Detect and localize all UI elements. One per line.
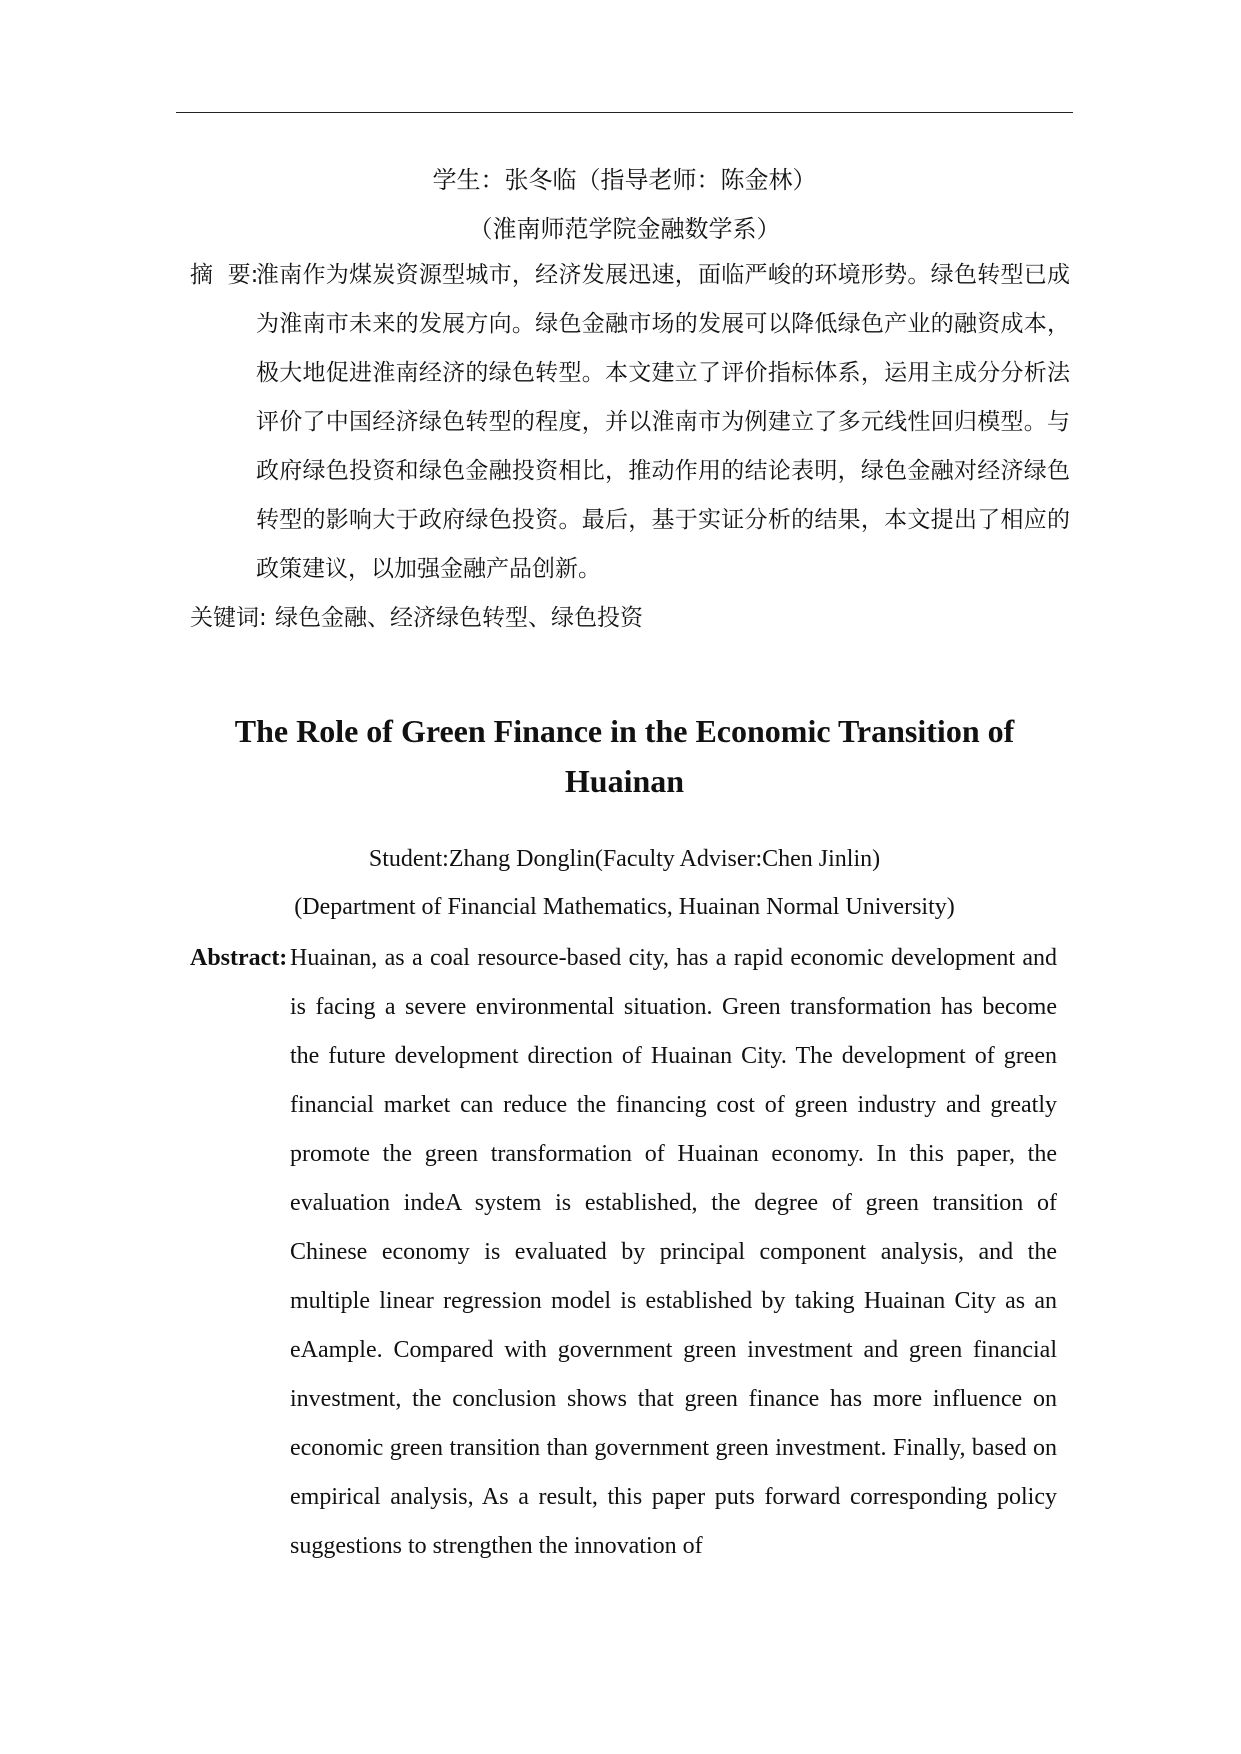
english-title: The Role of Green Finance in the Economic Transition of Huainan [234, 713, 1015, 799]
en-abstract-label: Abstract: [190, 945, 288, 971]
en-abstract-block [190, 934, 1057, 1571]
cn-keywords-label: 关键词: [190, 605, 267, 631]
header-rule [176, 112, 1073, 113]
cn-student-line: 学生：张冬临（指导老师：陈金林） [432, 166, 817, 194]
en-department-line: (Department of Financial Mathematics, Huainan Normal University) [294, 894, 955, 920]
en-student-line: Student:Zhang Donglin(Faculty Adviser:Chen Jinlin) [368, 846, 881, 872]
en-abstract-text: Huainan, as a coal resource-based city, has a rapid economic development and is facing a severe environmental situation. Green transformation has become the future development direction of Huainan City. The development of green financial market can reduce the financing cost of green industry and greatly promote the green transformation of Huainan economy. In this paper, the evaluation indeA system is established, the degree of green transition of Chinese economy is evaluated by principal component analysis, and the multiple linear regression model is established by taking Huainan City as an eAample. Compared with government green investment and green financial investment, the conclusion shows that green finance has more influence on economic green transition than government green investment. Finally, based on empirical analysis, As a result, this paper puts forward corresponding policy suggestions to strengthen the innovation of [290, 945, 1057, 1559]
cn-keywords-text: 绿色金融、经济绿色转型、绿色投资 [275, 605, 643, 631]
cn-department-line: （淮南师范学院金融数学系） [468, 215, 781, 243]
cn-abstract-block [190, 251, 1070, 643]
cn-abstract-label: 摘 要: [190, 262, 259, 288]
cn-abstract-text: 淮南作为煤炭资源型城市，经济发展迅速，面临严峻的环境形势。绿色转型已成为淮南市未来的发展方向。绿色金融市场的发展可以降低绿色产业的融资成本，极大地促进淮南经济的绿色转型。本文建立了评价指标体系，运用主成分分析法评价了中国经济绿色转型的程度，并以淮南市为例建立了多元线性回归模型。与政府绿色投资和绿色金融投资相比，推动作用的结论表明，绿色金融对经济绿色转型的影响大于政府绿色投资。最后，基于实证分析的结果，本文提出了相应的政策建议，以加强金融产品创新。 [256, 262, 1070, 582]
